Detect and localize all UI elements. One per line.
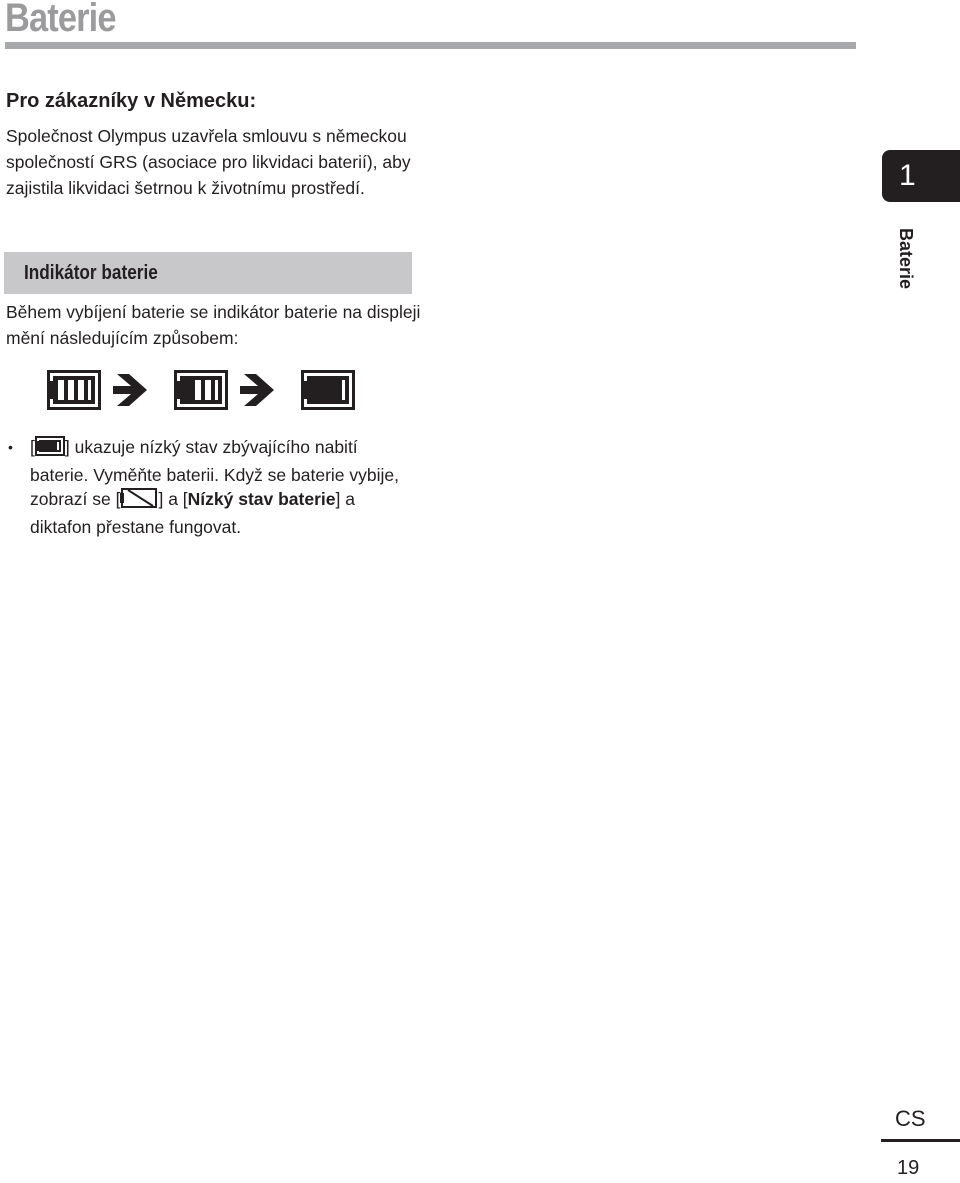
side-chapter-label: Baterie — [896, 228, 916, 290]
indicator-text: Během vybíjení baterie se indikátor baterie na displeji mění následujícím způsobem: — [6, 302, 421, 348]
arrow-right-icon — [240, 374, 274, 406]
bullet-marker: • — [8, 439, 13, 455]
section-heading: Indikátor baterie — [24, 262, 158, 284]
page-number: 19 — [897, 1157, 920, 1179]
language-code: CS — [895, 1106, 926, 1131]
battery-full-icon — [47, 372, 100, 409]
chapter-tab — [882, 150, 960, 202]
title-rule — [5, 42, 856, 49]
page-title: Baterie — [5, 0, 116, 40]
chapter-number: 1 — [899, 159, 916, 192]
battery-low-icon — [301, 372, 354, 409]
section-header-bar — [4, 252, 412, 294]
battery-medium-icon — [174, 372, 227, 409]
germany-heading: Pro zákazníky v Německu: — [6, 90, 257, 112]
battery-sequence — [47, 364, 357, 414]
arrow-right-icon — [113, 374, 147, 406]
battery-low-icon — [35, 436, 65, 463]
battery-empty-icon — [120, 488, 158, 515]
germany-text: Společnost Olympus uzavřela smlouvu s německou společností GRS (asociace pro likvidaci baterií), aby zajistila likvidaci šetrnou k životnímu prostředí. — [6, 126, 411, 198]
battery-note-text: [ ] ukazuje nízký stav zbývajícího nabití baterie. Vyměňte baterii. Když se baterie vybije, zobrazí se [ ] a [Nízký stav baterie] a diktafon přestane fungovat. — [30, 437, 399, 537]
footer-rule — [881, 1139, 960, 1142]
